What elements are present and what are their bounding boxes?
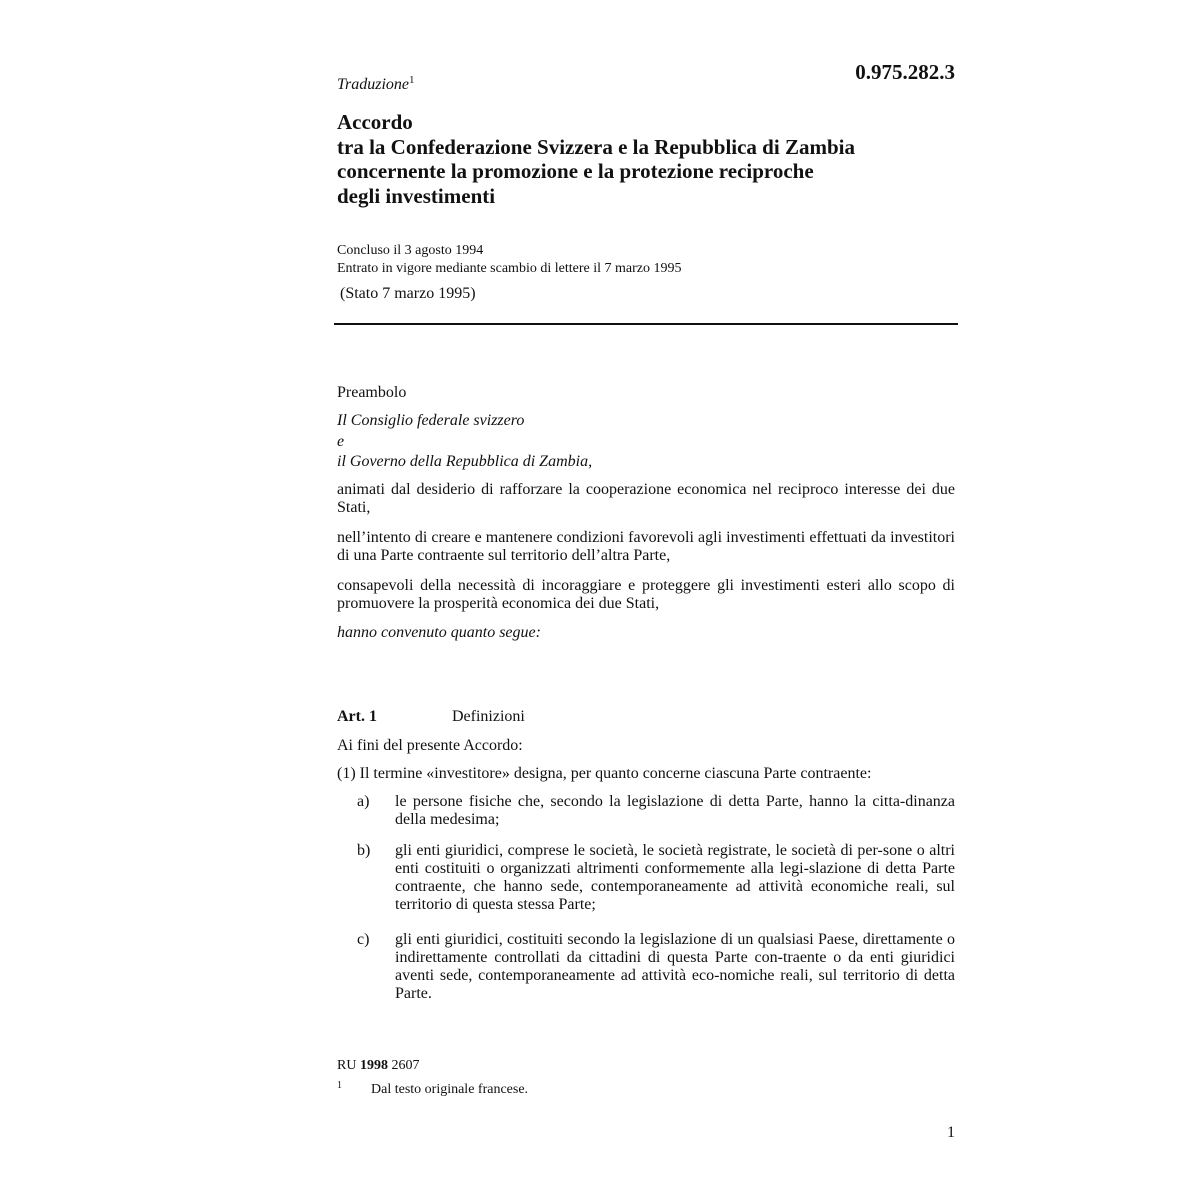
- preamble-party-1: Il Consiglio federale svizzero: [337, 412, 525, 429]
- ru-prefix: RU: [337, 1058, 357, 1073]
- footnote-reference[interactable]: 1: [409, 74, 415, 86]
- ru-page: 2607: [391, 1058, 420, 1073]
- footnote-mark: 1: [337, 1080, 342, 1091]
- document-title: [337, 110, 957, 208]
- preamble-paragraph: consapevoli della necessità di incoraggiare e proteggere gli investimenti esteri allo scopo di promuovere la prosperità economica dei due Stati,: [337, 577, 955, 612]
- list-item-text: gli enti giuridici, comprese le società, le società registrate, le società di per-sone o altri enti costituiti o organizzati altrimenti conformemente alla legi-slazione di detta Parte contraente, che hanno sede, contemporaneamente ad attività economiche reali, sul territorio di questa stessa Parte;: [395, 842, 955, 913]
- translation-label: [337, 74, 415, 94]
- list-item-text: gli enti giuridici, costituiti secondo la legislazione di un qualsiasi Paese, direttamente o indirettamente controllati da cittadini di questa Parte con-traente o da enti giuridici aventi sede, contemporaneamente ad attività eco-nomiche reali, sul territorio di detta Parte.: [395, 931, 955, 1002]
- title-line: Accordo: [337, 110, 413, 134]
- list-item-label: b): [357, 842, 371, 859]
- status-date: (Stato 7 marzo 1995): [340, 285, 476, 302]
- title-line: concernente la promozione e la protezione reciproche: [337, 159, 814, 183]
- list-item: [357, 793, 955, 829]
- concluded-date: Concluso il 3 agosto 1994: [337, 243, 484, 258]
- preamble-conjunction: e: [337, 433, 345, 450]
- article-paragraph-1: (1) Il termine «investitore» designa, per quanto concerne ciascuna Parte contraente:: [337, 765, 872, 782]
- preamble-paragraph: nell’intento di creare e mantenere condizioni favorevoli agli investimenti effettuati da investitori di una Parte contraente sul territorio dell’altra Parte,: [337, 529, 955, 564]
- list-item-label: a): [357, 793, 370, 810]
- ru-year: 1998: [359, 1058, 388, 1073]
- list-item-text: le persone fisiche che, secondo la legislazione di detta Parte, hanno la citta-dinanza della medesima;: [395, 793, 955, 828]
- list-item: [357, 931, 955, 1003]
- article-intro: Ai fini del presente Accordo:: [337, 737, 523, 754]
- header-divider: [334, 323, 958, 325]
- translation-text: Traduzione: [337, 76, 410, 93]
- preamble-party-2: il Governo della Repubblica di Zambia,: [337, 453, 593, 470]
- preamble-heading: Preambolo: [337, 384, 407, 401]
- title-line: degli investimenti: [337, 183, 496, 208]
- article-heading: [337, 708, 525, 726]
- footnote-text: Dal testo originale francese.: [371, 1082, 529, 1097]
- page-number: 1: [947, 1124, 955, 1141]
- article-title: Definizioni: [452, 708, 525, 725]
- official-collection-reference: [337, 1058, 419, 1074]
- list-item: [357, 842, 955, 914]
- preamble-paragraph: animati dal desiderio di rafforzare la cooperazione economica nel reciproco interesse dei due Stati,: [337, 481, 955, 516]
- footnote: [337, 1080, 528, 1098]
- document-number: 0.975.282.3: [855, 60, 955, 84]
- document-dates: [337, 242, 681, 278]
- list-item-label: c): [357, 931, 370, 948]
- preamble-closing: hanno convenuto quanto segue:: [337, 624, 541, 641]
- in-force-date: Entrato in vigore mediante scambio di lettere il 7 marzo 1995: [337, 261, 682, 276]
- title-line: tra la Confederazione Svizzera e la Repubblica di Zambia: [337, 134, 855, 159]
- article-number: Art. 1: [337, 708, 377, 725]
